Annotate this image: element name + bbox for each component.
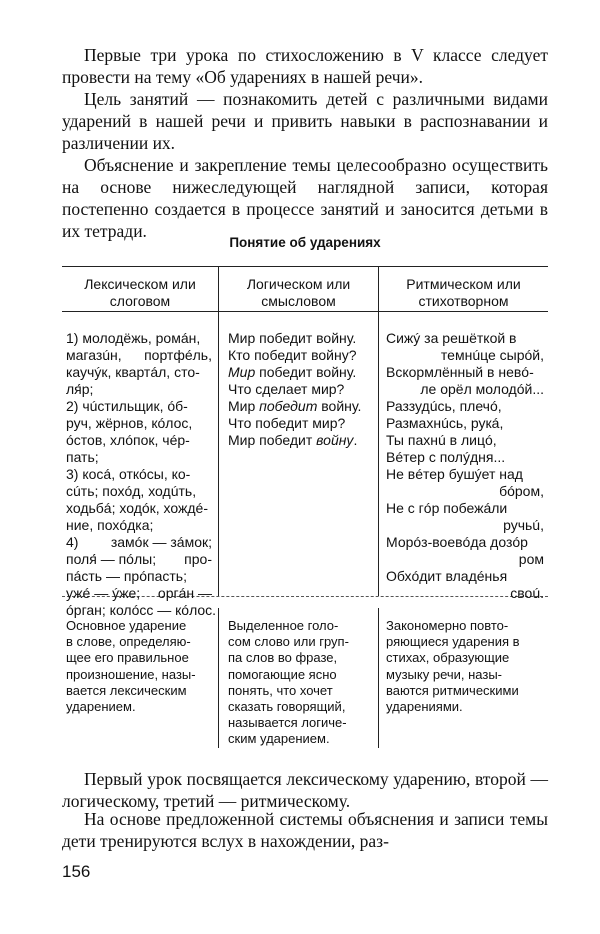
table-column-divider [378, 266, 379, 596]
definition-divider [378, 608, 379, 748]
example-sentence: Кто победит войну? [228, 347, 357, 363]
verse-line: ром [518, 551, 544, 567]
example-sentence: Что сделает мир? [228, 381, 345, 397]
definition-line: сказать говорящий, [228, 699, 346, 715]
definition-line: произношение, назы- [66, 666, 196, 682]
verse-line: Не вéтер бушýет над [386, 466, 523, 482]
definition-line: па слов во фразе, [228, 650, 338, 666]
table-title: Понятие об ударениях [229, 235, 381, 250]
example-line: óстов, хлóпок, чéр- [66, 432, 190, 448]
definition-line: в слове, определяю- [66, 634, 191, 650]
verse-line: Обхóдит владéнья [386, 568, 508, 584]
example-sentence: Мир победит войну. [228, 398, 362, 414]
verse-line: бóром, [499, 483, 544, 499]
example-sentence: Мир победит войну. [228, 364, 357, 380]
table-column-divider [218, 266, 219, 596]
verse-line: Вéтер с полýдня... [386, 449, 506, 465]
example-line: магазúн, портфéль, [66, 347, 212, 363]
verse-line: Не с гóр побежáли [386, 500, 508, 516]
example-line: 2) чúстильщик, óб- [66, 398, 188, 414]
definition-line: ударением. [66, 699, 136, 715]
method-paragraph: Объяснение и закрепление темы целесообразно осуществить на основе нижеследующей наглядной записи, которая постепенно создается в процессе занятий и заносится детьми в их тетради. [62, 155, 548, 241]
example-line: 1) молодёжь, ромáн, [66, 330, 201, 346]
definition-line: сом слово или груп- [228, 634, 349, 650]
definition-line: ским ударением. [228, 731, 330, 747]
verse-line: своú. [510, 585, 544, 601]
header-rhythmic: Ритмическом или стихотворном [406, 276, 521, 309]
definition-line: понять, что хочет [228, 682, 333, 698]
verse-line: Морóз-воевóда дозóр [386, 534, 528, 550]
example-line: пáсть — прóпасть; [66, 568, 187, 584]
definition-line: щее его правильное [66, 650, 189, 666]
definition-line: музыку речи, назы- [386, 666, 503, 682]
table-header-rule [62, 311, 548, 312]
example-line: каучýк, квартáл, сто- [66, 364, 200, 380]
verse-line: Размахнúсь, рукá, [386, 415, 504, 431]
definition-line: Основное ударение [66, 618, 187, 633]
definition-line: ряющиеся ударения в [386, 634, 520, 650]
header-lexical: Лексическом или слоговом [84, 276, 196, 309]
example-sentence: Мир победит войну. [228, 432, 358, 448]
verse-line: Вскормлённый в невó- [386, 364, 534, 380]
intro-paragraph: Первые три урока по стихосложению в V классе следует провести на тему «Об ударениях в нашей речи». [62, 45, 548, 87]
definition-divider [218, 608, 219, 748]
rhythmic-definition [386, 618, 544, 715]
definition-line: называется логиче- [228, 715, 347, 731]
definition-line: Закономерно повто- [386, 618, 509, 633]
definition-line: ваются ритмическими [386, 682, 519, 698]
example-line: руч, жёрнов, кóлос, [66, 415, 193, 431]
example-line: ходьбá; ходóк, хождé- [66, 500, 209, 516]
verse-line: ручьú, [503, 517, 544, 533]
goal-paragraph: Цель занятий — познакомить детей с различными видами ударений в нашей речи и привить навыки в распознавании и различении их. [62, 89, 548, 153]
header-logical: Логическом или смысловом [246, 276, 351, 309]
table-top-rule [62, 266, 548, 267]
definition-line: стихах, образующие [386, 650, 510, 666]
lesson-order-paragraph: Первый урок посвящается лексическому ударению, второй — логическому, третий — ритмическому. [62, 769, 548, 811]
verse-line: Сижý за решёткой в [386, 330, 517, 346]
verse-line: Раззудúсь, плечó, [386, 398, 502, 414]
page-number: 156 [62, 862, 91, 881]
lexical-examples [66, 330, 217, 619]
definition-line: вается лексическим [66, 682, 187, 698]
rhythmic-examples [386, 330, 544, 602]
example-line: поля́ — пóлы; про- [66, 551, 212, 567]
verse-line: темнúце сырóй, [440, 347, 544, 363]
logical-definition [228, 618, 364, 748]
verse-line: Ты пахнú в лицó, [386, 432, 497, 448]
training-paragraph: На основе предложенной системы объяснения и записи темы дети тренируются вслух в нахождении, раз- [62, 809, 548, 851]
example-line: 3) косá, откóсы, ко- [66, 466, 191, 482]
example-line: 4) замóк — зáмок; [66, 534, 212, 550]
definition-line: Выделенное голо- [228, 618, 339, 633]
example-line: óрган; колóсс — кóлос. [66, 602, 217, 618]
example-sentence: Мир победит войну. [228, 330, 357, 346]
lexical-definition [66, 618, 206, 715]
definition-line: помогающие ясно [228, 666, 337, 682]
example-line: ужé — ýже; оргáн — [66, 585, 212, 601]
logical-examples [228, 330, 374, 449]
verse-line: ле орёл молодóй... [420, 381, 544, 397]
example-line: ля́р; [66, 381, 94, 397]
example-sentence: Что победит мир? [228, 415, 346, 431]
example-line: пать; [66, 449, 99, 465]
example-line: сúть; похóд, ходúть, [66, 483, 197, 499]
example-line: ние, похóдка; [66, 517, 154, 533]
definition-line: ударениями. [386, 699, 463, 715]
